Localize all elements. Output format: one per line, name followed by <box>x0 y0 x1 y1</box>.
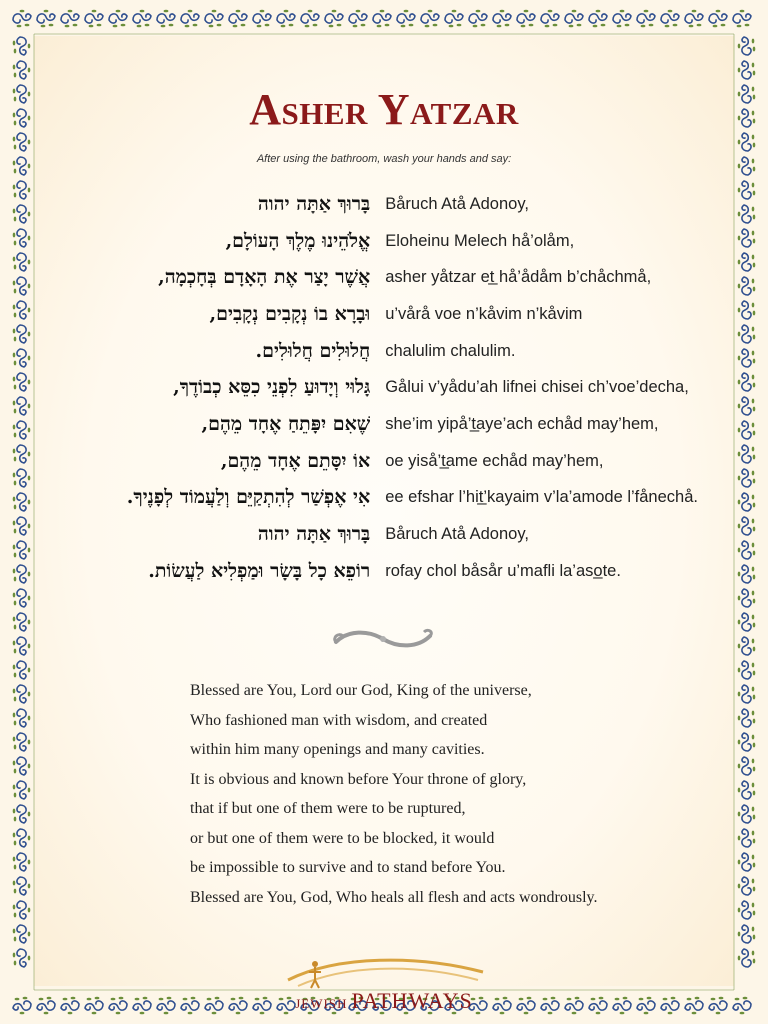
vine-swirl-icon <box>13 277 31 295</box>
vine-swirl-icon <box>373 10 391 28</box>
vine-swirl-icon <box>738 373 756 391</box>
vine-swirl-icon <box>738 469 756 487</box>
vine-swirl-icon <box>565 10 583 28</box>
vine-swirl-icon <box>661 10 679 28</box>
transliteration-text: oe yiså’t̲ame echåd may’hem, <box>385 451 604 470</box>
vine-swirl-icon <box>13 709 31 727</box>
transliteration-text: rofay chol båsår u’mafli la’aso̲te. <box>385 561 621 580</box>
vine-swirl-icon <box>13 901 31 919</box>
vine-swirl-icon <box>37 10 55 28</box>
vine-swirl-icon <box>13 61 31 79</box>
vine-swirl-icon <box>13 565 31 583</box>
vine-swirl-icon <box>13 301 31 319</box>
translation-line: that if but one of them were to be ruptured, <box>190 800 466 817</box>
vine-swirl-icon <box>13 493 31 511</box>
instruction-subtitle: After using the bathroom, wash your hands and say: <box>256 153 512 165</box>
vine-swirl-icon <box>13 661 31 679</box>
vine-swirl-icon <box>253 10 271 28</box>
translation-line: Blessed are You, Lord our God, King of the universe, <box>190 682 532 699</box>
hebrew-text: אֲשֶׁר יָצַר אֶת הָאָדָם בְּחָכְמָה, <box>158 266 371 289</box>
transliteration-text: chalulim chalulim. <box>385 341 516 360</box>
translation-line: or but one of them were to be blocked, it would <box>190 829 495 847</box>
transliteration-text: asher yåtzar et̲ hå’ådåm b’chåchmå, <box>385 268 652 287</box>
transliteration-text: she’im yipå’t̲aye’ach echåd may’hem, <box>385 414 659 433</box>
vine-swirl-icon <box>13 829 31 847</box>
vine-swirl-icon <box>738 925 756 943</box>
translation-line: Who fashioned man with wisdom, and created <box>190 711 488 729</box>
transliteration-text: Eloheinu Melech hå’olåm, <box>385 231 575 250</box>
vine-swirl-icon <box>517 10 535 28</box>
vine-swirl-icon <box>13 133 31 151</box>
english-translation <box>190 676 710 912</box>
vine-swirl-icon <box>205 10 223 28</box>
vine-swirl-icon <box>738 949 756 967</box>
vine-swirl-icon <box>738 565 756 583</box>
prayer-line <box>60 480 720 517</box>
vine-swirl-icon <box>13 805 31 823</box>
prayer-line <box>60 406 720 443</box>
vine-swirl-icon <box>229 10 247 28</box>
hebrew-text: אֱלֹהֵינוּ מֶלֶךְ הָעוֹלָם, <box>225 229 371 252</box>
vine-swirl-icon <box>61 10 79 28</box>
vine-swirl-icon <box>13 949 31 967</box>
vine-swirl-icon <box>709 10 727 28</box>
vine-swirl-icon <box>133 10 151 28</box>
vine-swirl-icon <box>738 133 756 151</box>
vine-swirl-icon <box>738 205 756 223</box>
vine-swirl-icon <box>738 517 756 535</box>
vine-swirl-icon <box>738 877 756 895</box>
vine-swirl-icon <box>325 10 343 28</box>
page-title: Asher Yatzar <box>249 85 519 134</box>
vine-swirl-icon <box>738 805 756 823</box>
vine-swirl-icon <box>738 733 756 751</box>
vine-swirl-icon <box>493 10 511 28</box>
vine-swirl-icon <box>738 493 756 511</box>
logo-word-pathways: PATHWAYS <box>351 988 473 1013</box>
prayer-line <box>60 296 720 333</box>
vine-swirl-icon <box>685 10 703 28</box>
vine-swirl-icon <box>421 10 439 28</box>
vine-swirl-icon <box>738 781 756 799</box>
vine-swirl-icon <box>738 445 756 463</box>
vine-swirl-icon <box>13 373 31 391</box>
vine-swirl-icon <box>738 853 756 871</box>
vine-swirl-icon <box>13 349 31 367</box>
vine-swirl-icon <box>738 325 756 343</box>
vine-swirl-icon <box>738 589 756 607</box>
vine-swirl-icon <box>733 10 751 28</box>
transliteration-text: Gålui v’yådu’ah lifnei chisei ch’voe’decha, <box>385 378 689 397</box>
hebrew-text: אִי אֶפְשַׁר לְהִתְקַיֵּם וְלַעֲמוֹד לְפָנֶיךָ. <box>126 486 371 509</box>
vine-swirl-icon <box>13 637 31 655</box>
vine-swirl-icon <box>13 613 31 631</box>
vine-swirl-icon <box>13 541 31 559</box>
hebrew-text: גָּלוּי וְיָדוּעַ לִפְנֵי כִסֵּא כְבוֹדֶךָ, <box>173 376 371 399</box>
transliteration-text: Båruch Atå Adonoy, <box>385 194 529 213</box>
vine-swirl-icon <box>589 10 607 28</box>
vine-swirl-icon <box>445 10 463 28</box>
vine-swirl-icon <box>541 10 559 28</box>
prayer-line <box>60 553 720 590</box>
vine-swirl-icon <box>613 10 631 28</box>
prayer-line <box>60 516 720 553</box>
vine-swirl-icon <box>738 613 756 631</box>
vine-swirl-icon <box>738 349 756 367</box>
prayer-text <box>60 186 720 590</box>
prayer-line <box>60 333 720 370</box>
vine-swirl-icon <box>13 445 31 463</box>
vine-swirl-icon <box>13 37 31 55</box>
vine-swirl-icon <box>738 829 756 847</box>
prayer-line <box>60 223 720 260</box>
vine-swirl-icon <box>13 421 31 439</box>
transliteration-text: ee efshar l’hit̲’kayaim v’la’amode l’fånechå. <box>385 488 698 507</box>
translation-line: It is obvious and known before Your throne of glory, <box>190 770 527 788</box>
transliteration-text: u’vårå voe n’kåvim n’kåvim <box>385 304 583 323</box>
vine-swirl-icon <box>738 709 756 727</box>
vine-swirl-icon <box>738 421 756 439</box>
vine-swirl-icon <box>738 181 756 199</box>
vine-swirl-icon <box>277 10 295 28</box>
hebrew-text: וּבָרָא בוֹ נְקָבִים נְקָבִים, <box>209 302 371 325</box>
vine-swirl-icon <box>397 10 415 28</box>
prayer-line <box>60 369 720 406</box>
vine-swirl-icon <box>13 517 31 535</box>
hebrew-text: בָּרוּךְ אַתָּה יהוה <box>257 523 371 546</box>
vine-swirl-icon <box>13 397 31 415</box>
vine-swirl-icon <box>738 661 756 679</box>
vine-swirl-icon <box>738 901 756 919</box>
vine-swirl-icon <box>738 685 756 703</box>
vine-swirl-icon <box>738 253 756 271</box>
vine-swirl-icon <box>13 253 31 271</box>
vine-swirl-icon <box>13 757 31 775</box>
logo-word-jewish: JEWISH <box>295 996 348 1011</box>
hebrew-text: חֲלוּלִים חֲלוּלִים. <box>255 339 371 362</box>
hebrew-text: בָּרוּךְ אַתָּה יהוה <box>257 192 371 215</box>
vine-swirl-icon <box>85 10 103 28</box>
hebrew-text: רוֹפֵא כָל בָּשָׂר וּמַפְלִיא לַעֲשׂוֹת. <box>148 559 371 582</box>
prayer-line <box>60 443 720 480</box>
vine-swirl-icon <box>738 37 756 55</box>
hebrew-text: אוֹ יִסָּתֵם אֶחָד מֵהֶם, <box>220 449 371 472</box>
vine-swirl-icon <box>13 325 31 343</box>
vine-swirl-icon <box>13 685 31 703</box>
vine-swirl-icon <box>13 877 31 895</box>
translation-line: within him many openings and many cavities. <box>190 741 485 758</box>
vine-swirl-icon <box>13 469 31 487</box>
translation-line: be impossible to survive and to stand before You. <box>190 859 506 876</box>
prayer-line <box>60 186 720 223</box>
vine-swirl-icon <box>469 10 487 28</box>
vine-swirl-icon <box>738 61 756 79</box>
vine-swirl-icon <box>157 10 175 28</box>
vine-swirl-icon <box>301 10 319 28</box>
transliteration-text: Båruch Atå Adonoy, <box>385 525 529 544</box>
vine-swirl-icon <box>13 181 31 199</box>
hebrew-text: שֶׁאִם יִפָּתֵחַ אֶחָד מֵהֶם, <box>201 412 371 435</box>
vine-swirl-icon <box>738 757 756 775</box>
jewish-pathways-logo <box>0 988 768 1014</box>
translation-line: Blessed are You, God, Who heals all flesh and acts wondrously. <box>190 888 598 906</box>
vine-swirl-icon <box>13 781 31 799</box>
vine-swirl-icon <box>738 637 756 655</box>
vine-swirl-icon <box>13 10 31 28</box>
vine-swirl-icon <box>13 205 31 223</box>
vine-swirl-icon <box>13 229 31 247</box>
vine-swirl-icon <box>13 853 31 871</box>
vine-swirl-icon <box>738 277 756 295</box>
vine-swirl-icon <box>637 10 655 28</box>
vine-swirl-icon <box>13 589 31 607</box>
vine-swirl-icon <box>738 541 756 559</box>
vine-swirl-icon <box>181 10 199 28</box>
flourish-divider-icon <box>328 624 438 654</box>
vine-swirl-icon <box>109 10 127 28</box>
vine-swirl-icon <box>13 733 31 751</box>
vine-swirl-icon <box>738 301 756 319</box>
vine-swirl-icon <box>738 397 756 415</box>
vine-swirl-icon <box>13 925 31 943</box>
vine-swirl-icon <box>349 10 367 28</box>
vine-swirl-icon <box>738 229 756 247</box>
prayer-line <box>60 259 720 296</box>
